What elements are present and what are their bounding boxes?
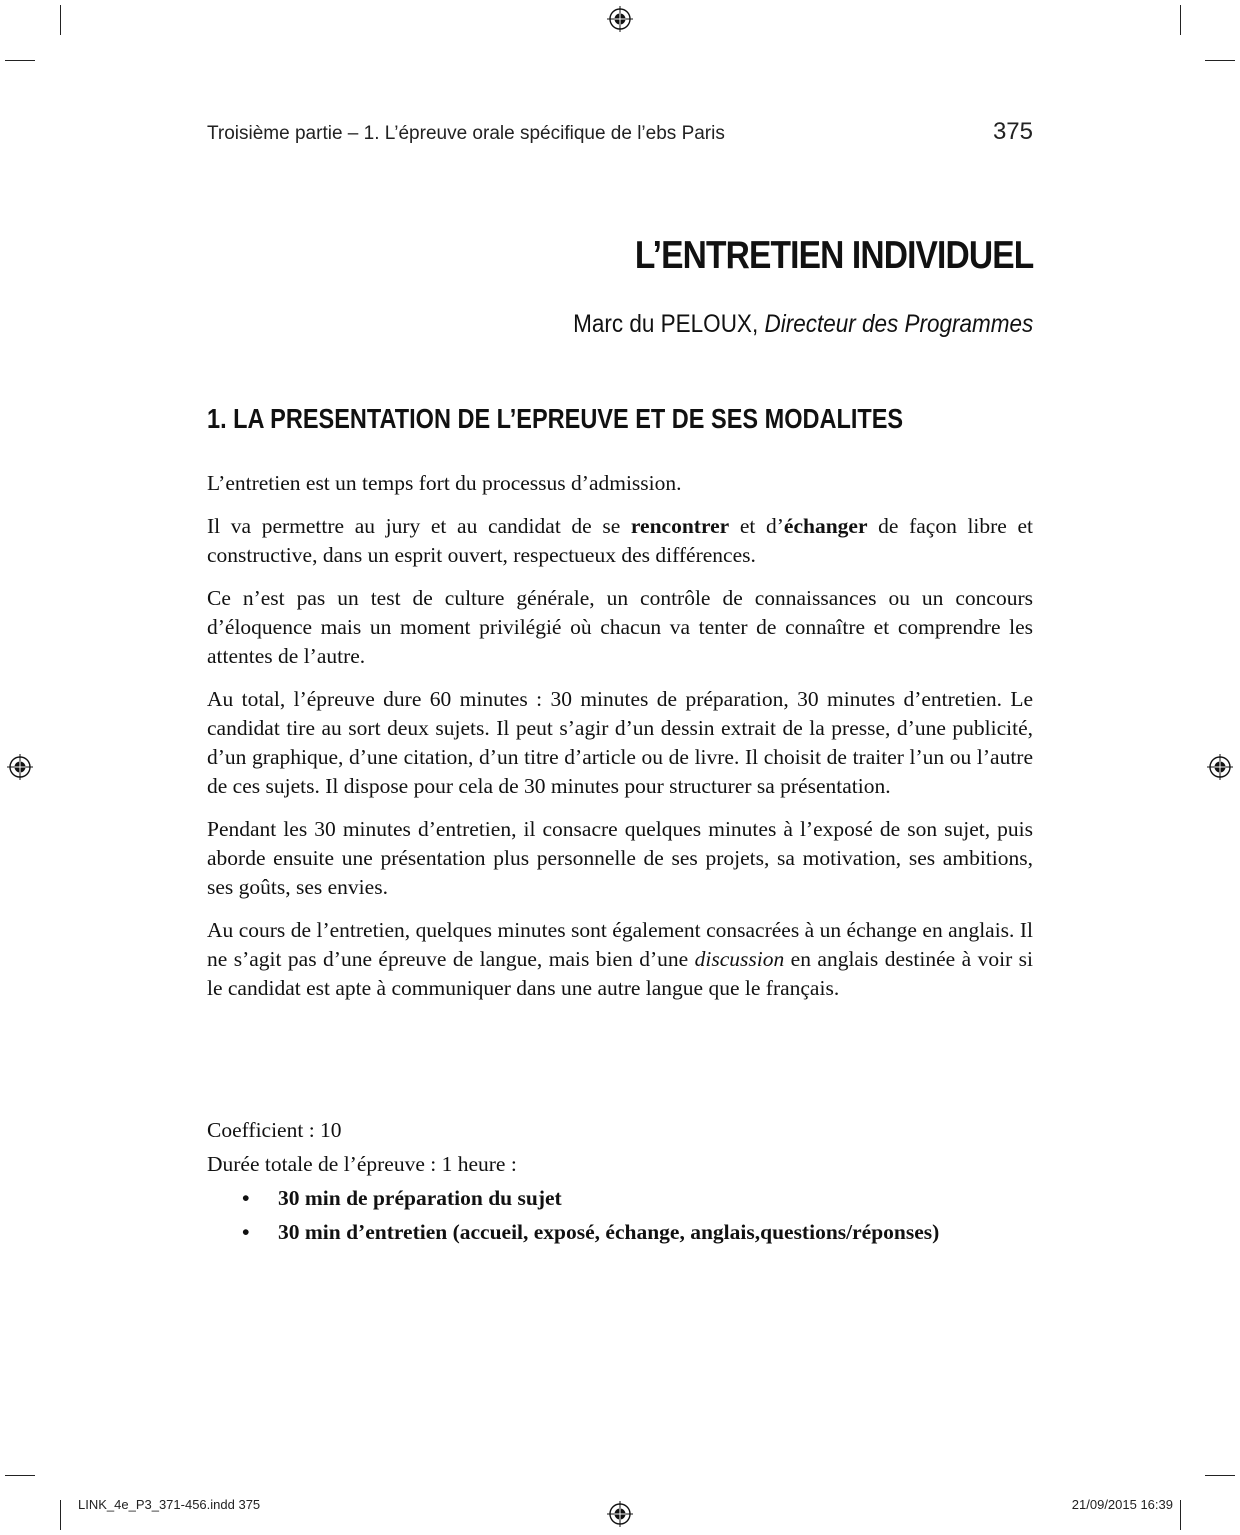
slug-timestamp: 21/09/2015 16:39 <box>1071 1497 1173 1512</box>
author-name: Marc du PELOUX, <box>572 310 758 338</box>
bullet-icon: • <box>242 1186 250 1210</box>
crop-mark-top-right-vertical <box>1180 5 1181 35</box>
page-number: 375 <box>992 118 1033 145</box>
crop-mark-bottom-left-horizontal <box>5 1475 35 1476</box>
paragraph-text: et d’ <box>729 514 784 538</box>
registration-mark-icon <box>607 6 633 32</box>
crop-mark-top-right-horizontal <box>1205 60 1235 61</box>
paragraph <box>207 512 1033 570</box>
paragraph: Ce n’est pas un test de culture générale, un contrôle de connaissances ou un concours d’éloquence mais un moment privilégié où chacun va tenter de connaître et comprendre les attentes de l’autre. <box>207 586 1033 668</box>
paragraph-text: Au cours de l’entretien, quelques minutes sont également consacrées à un échange en anglais. Il ne s’agit pas d’une épreuve de langue, mais bien d’une <box>207 918 1033 971</box>
running-title: Troisième partie – 1. L’épreuve orale spécifique de l’ebs Paris <box>207 123 725 144</box>
paragraph-text: de façon libre et constructive, dans un esprit ouvert, respectueux des différences. <box>207 514 1034 567</box>
paragraph-text: en anglais destinée à voir si le candidat est apte à communiquer dans une autre langue que le français. <box>207 947 1034 1000</box>
registration-mark-icon <box>607 1501 633 1527</box>
crop-mark-top-left-horizontal <box>5 60 35 61</box>
chapter-title: L’ENTRETIEN INDIVIDUEL <box>634 234 1033 277</box>
crop-mark-top-left-vertical <box>60 5 61 35</box>
paragraph: Pendant les 30 minutes d’entretien, il consacre quelques minutes à l’exposé de son sujet, puis aborde ensuite une présentation plus personnelle de ses projets, sa motivation, ses ambitions, ses goûts, ses envies. <box>207 817 1033 899</box>
slug-file-name: LINK_4e_P3_371-456.indd 375 <box>78 1497 261 1512</box>
list-item-text: 30 min d’entretien (accueil, exposé, échange, anglais,questions/réponses) <box>278 1220 940 1244</box>
emphasis-text: échanger <box>783 514 868 538</box>
exam-facts <box>207 1113 1037 1249</box>
list-item <box>207 1215 1037 1249</box>
crop-mark-bottom-right-vertical <box>1180 1500 1181 1530</box>
crop-mark-bottom-right-horizontal <box>1205 1475 1235 1476</box>
body-text <box>207 469 1033 1017</box>
running-header <box>207 118 1033 146</box>
section-title: 1. LA PRESENTATION DE L’EPREUVE ET DE SES MODALITES <box>207 403 904 434</box>
author-line <box>573 310 1033 339</box>
paragraph-text: Il va permettre au jury et au candidat de se <box>207 514 631 538</box>
emphasis-text: rencontrer <box>630 514 730 538</box>
coefficient-line: Coefficient : 10 <box>207 1118 342 1142</box>
list-item <box>207 1181 1037 1215</box>
paragraph: L’entretien est un temps fort du processus d’admission. <box>207 471 682 495</box>
crop-mark-bottom-left-vertical <box>60 1500 61 1530</box>
duration-line: Durée totale de l’épreuve : 1 heure : <box>207 1152 517 1176</box>
paragraph: Au total, l’épreuve dure 60 minutes : 30 minutes de préparation, 30 minutes d’entretien. Le candidat tire au sort deux sujets. Il peut s’agir d’un dessin extrait de la presse, d’une publicité, d’un graphique, d’une citation, d’un titre d’article ou de livre. Il choisit de traiter l’un ou l’autre de ces sujets. Il dispose pour cela de 30 minutes pour structurer sa présentation. <box>207 687 1033 798</box>
list-item-text: 30 min de préparation du sujet <box>278 1186 562 1210</box>
author-role: Directeur des Programmes <box>764 310 1033 338</box>
paragraph <box>207 916 1033 1003</box>
registration-mark-icon <box>7 754 33 780</box>
bullet-icon: • <box>242 1220 250 1244</box>
italic-text: discussion <box>694 947 785 971</box>
duration-breakdown-list <box>207 1181 1037 1249</box>
registration-mark-icon <box>1207 754 1233 780</box>
